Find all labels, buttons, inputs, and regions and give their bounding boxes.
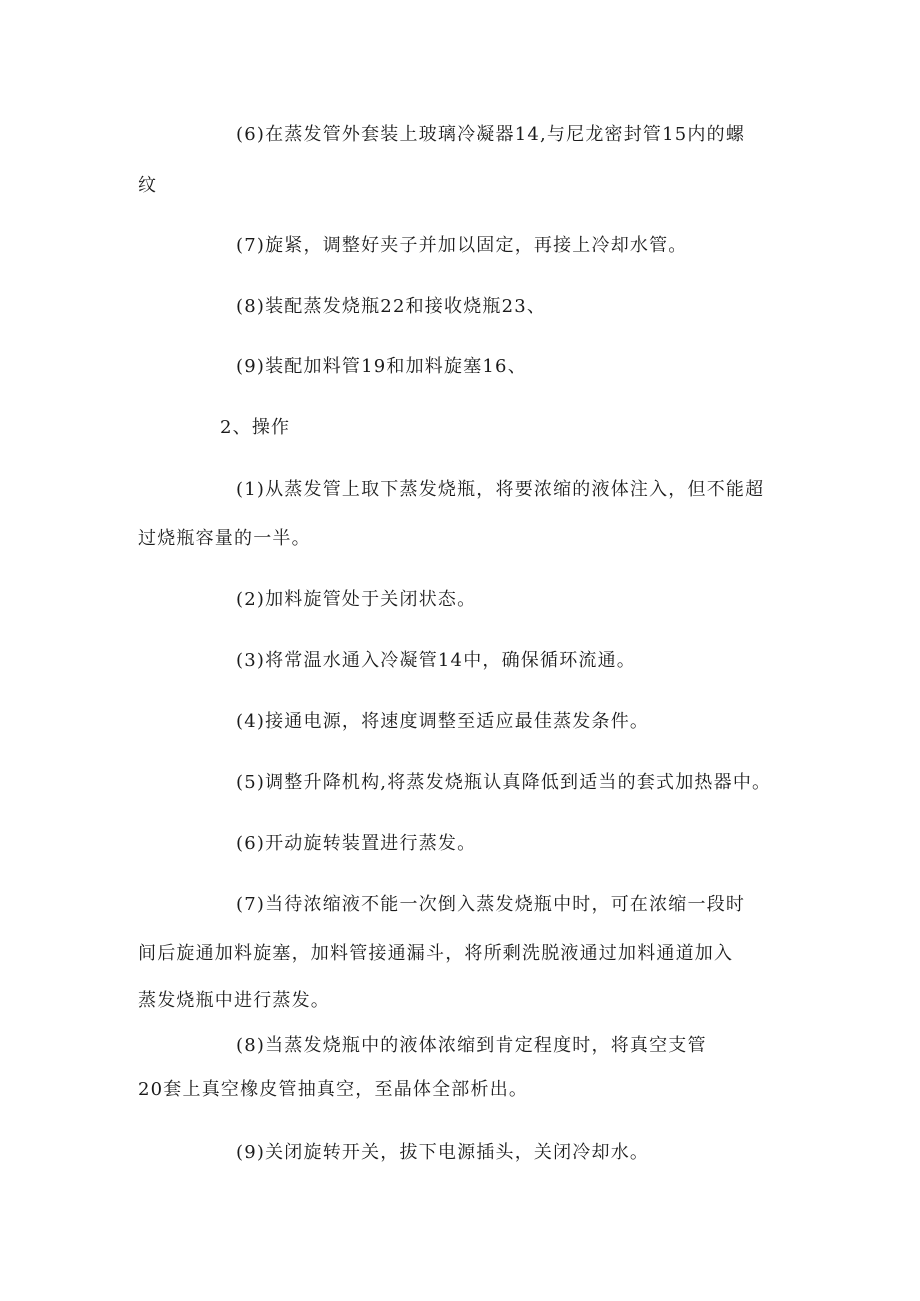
paragraph-line: (3)将常温水通入冷凝管14中，确保循环流通。 xyxy=(236,650,636,671)
paragraph-line: (9)装配加料管19和加料旋塞16、 xyxy=(236,356,527,377)
paragraph-line: (7)旋紧，调整好夹子并加以固定，再接上冷却水管。 xyxy=(236,235,688,256)
paragraph-line: (6)开动旋转装置进行蒸发。 xyxy=(236,833,477,854)
section-heading: 2、操作 xyxy=(220,417,291,438)
paragraph-line: (8)当蒸发烧瓶中的液体浓缩到肯定程度时，将真空支管 xyxy=(236,1035,707,1056)
paragraph-line: 间后旋通加料旋塞，加料管接通漏斗，将所剩洗脱液通过加料通道加入 xyxy=(138,943,734,964)
paragraph-line: (8)装配蒸发烧瓶22和接收烧瓶23、 xyxy=(236,296,547,317)
paragraph-line: (7)当待浓缩液不能一次倒入蒸发烧瓶中时，可在浓缩一段时 xyxy=(236,894,746,915)
paragraph-line: (2)加料旋管处于关闭状态。 xyxy=(236,589,477,610)
paragraph-line: (9)关闭旋转开关，拔下电源插头，关闭冷却水。 xyxy=(236,1142,650,1163)
paragraph-line: (1)从蒸发管上取下蒸发烧瓶，将要浓缩的液体注入，但不能超 xyxy=(236,479,765,500)
paragraph-line: (5)调整升降机构,将蒸发烧瓶认真降低到适当的套式加热器中。 xyxy=(236,772,772,793)
paragraph-line: 过烧瓶容量的一半。 xyxy=(138,528,311,549)
paragraph-line: 纹 xyxy=(138,175,158,196)
paragraph-line: (4)接通电源，将速度调整至适应最佳蒸发条件。 xyxy=(236,711,650,732)
paragraph-line: (6)在蒸发管外套装上玻璃冷凝器14,与尼龙密封管15内的螺 xyxy=(236,124,746,145)
paragraph-line: 20套上真空橡皮管抽真空，至晶体全部析出。 xyxy=(138,1079,529,1100)
paragraph-line: 蒸发烧瓶中进行蒸发。 xyxy=(138,990,330,1011)
